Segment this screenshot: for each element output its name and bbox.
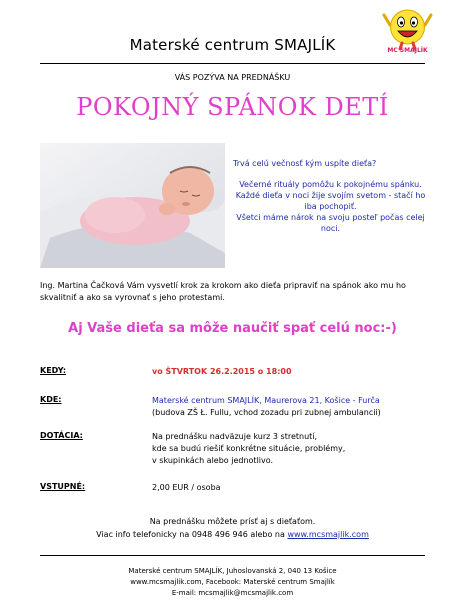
subsidy-line-3: v skupinkách alebo jednotlivo.: [152, 456, 274, 465]
footer-social: www.mcsmajlik.com, Facebook: Materské centrum Smajlík: [130, 578, 335, 586]
where-note: (budova ZŠ Ł. Fullu, vchod zozadu pri zubnej ambulancii): [152, 408, 381, 417]
intro-line-bed: Všetci máme nárok na svoju posteľ počas celej noci.: [236, 213, 425, 233]
outro-prefix: Viac info telefonicky na: [96, 530, 190, 539]
outro-mid: alebo na: [250, 530, 285, 539]
outro-line-2: [0, 529, 465, 541]
phone-number: 0948 496 946: [191, 530, 248, 539]
entry-label: VSTUPNÉ:: [40, 482, 86, 491]
where-label: KDE:: [40, 395, 62, 404]
event-headline: POKOJNÝ SPÁNOK DETÍ: [76, 93, 389, 121]
outro-line-1: Na prednášku môžete prísť aj s dieťaťom.: [149, 517, 316, 526]
intro-line-rituals: Večerné rituály pomôžu k pokojnému spánku.: [239, 180, 422, 189]
footer-email-prefix: E-mail:: [171, 589, 197, 597]
footer-email-line: [0, 588, 465, 599]
event-tagline: Aj Vaše dieťa sa môže naučiť spať celú noc:-): [68, 321, 397, 336]
intro-text-block: [233, 158, 428, 234]
when-label: KEDY:: [40, 366, 67, 375]
footer-contacts: [0, 566, 465, 599]
website-link[interactable]: www.mcsmajlik.com: [287, 530, 369, 539]
footer-email[interactable]: mcsmajlik@mcsmajlik.com: [198, 589, 294, 597]
lecturer-description: Ing. Martina Čačková Vám vysvetlí krok za krokom ako dieťa pripraviť na spánok ako mu ho skvalitniť a ako sa vyrovnať s jeho protestami.: [40, 281, 406, 302]
intro-question: Trvá celú večnosť kým uspíte dieťa?: [233, 159, 377, 168]
invite-text: VÁS POZÝVA NA PREDNÁŠKU: [174, 73, 291, 82]
organization-title: Materské centrum SMAJLÍK: [129, 36, 336, 54]
footer-divider: [40, 555, 425, 556]
when-value: vo ŠTVRTOK 26.2.2015 o 18:00: [152, 367, 292, 376]
logo-text: MC SMAJLÍK: [387, 47, 428, 54]
header-divider: [40, 63, 425, 64]
sleeping-baby-photo: [40, 143, 225, 268]
footer-address: Materské centrum SMAJLÍK, Juhoslovanská 2, 040 13 Košice: [128, 567, 337, 575]
where-value: Materské centrum SMAJLÍK, Maurerova 21, Košice - Furča: [152, 396, 380, 405]
subsidy-line-2: kde sa budú riešiť konkrétne situácie, problémy,: [152, 444, 346, 453]
entry-value: 2,00 EUR / osoba: [152, 483, 221, 492]
subsidy-line-1: Na prednášku nadväzuje kurz 3 stretnutí,: [152, 432, 318, 441]
subsidy-label: DOTÁCIA:: [40, 431, 83, 440]
intro-line-world: Každé dieťa v noci žije svojím svetom - stačí ho iba pochopiť.: [235, 191, 426, 211]
